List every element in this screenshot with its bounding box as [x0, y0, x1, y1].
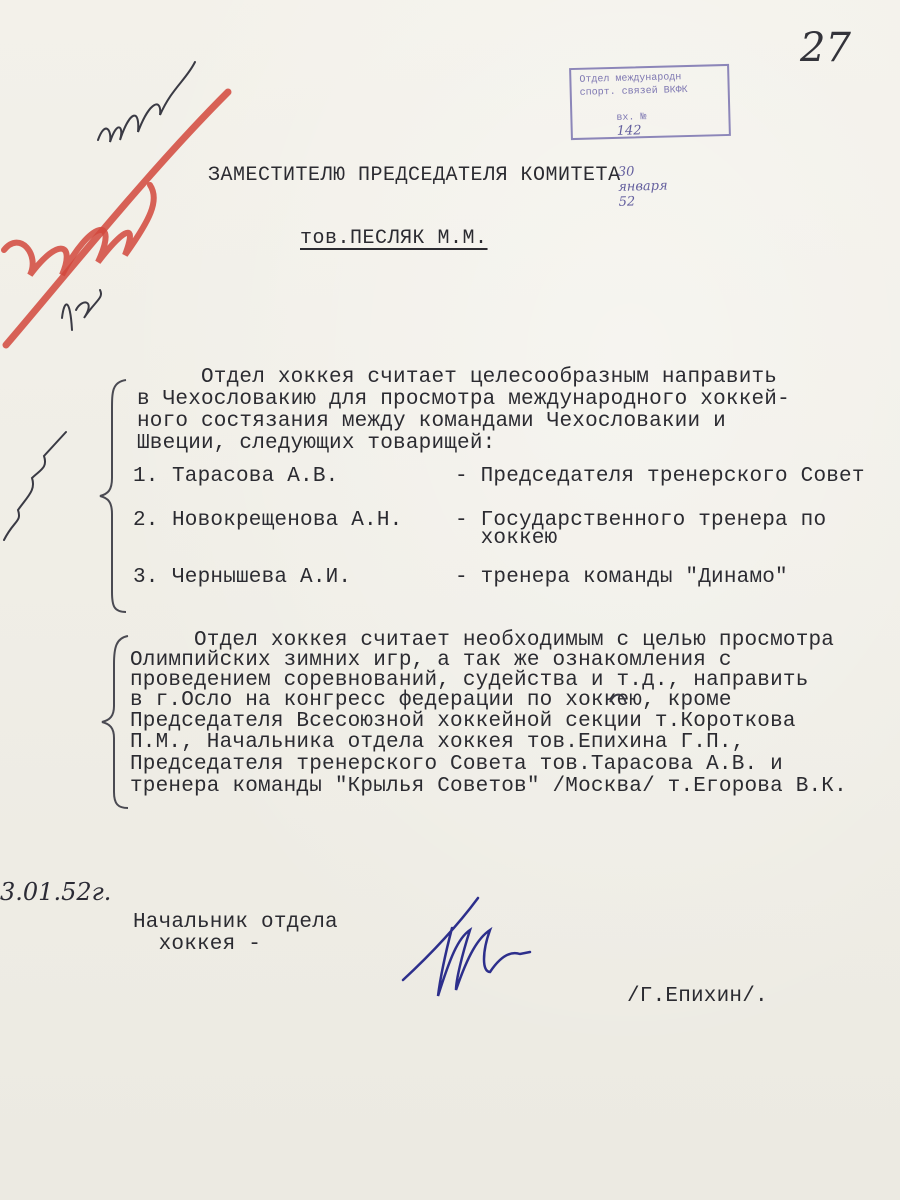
- stamp-incoming-label: вх. №: [616, 112, 647, 124]
- page-number: 27: [800, 25, 851, 71]
- para2-line-3: проведением соревнований, судейства и т.д., направить: [130, 669, 809, 692]
- signatory-name: /Г.Епихин/.: [627, 985, 768, 1008]
- stamp-incoming-number: 142: [616, 123, 642, 139]
- signature-scribble: [403, 898, 530, 996]
- brace-paragraph-2: [102, 636, 128, 808]
- recipient-name: тов.ПЕСЛЯК М.М.: [300, 227, 488, 250]
- para1-line-3: ного состязания между командами Чехословакии и: [137, 410, 726, 433]
- para2-line-8: тренера команды "Крылья Советов" /Москва/ т.Егорова В.К.: [130, 775, 847, 798]
- margin-initials-scribble: [98, 62, 195, 142]
- list-item-3-role: - тренера команды "Динамо": [455, 566, 788, 589]
- list-item-2-num: 2.: [133, 509, 159, 532]
- list-item-3-num: 3.: [133, 566, 159, 589]
- para1-line-2: в Чехословакию для просмотра международного хоккей-: [137, 388, 790, 411]
- stamp-date-day: 30: [617, 164, 635, 180]
- red-resolution-stroke: [6, 92, 228, 345]
- signature-position-line-2: хоккея -: [133, 933, 262, 956]
- para2-line-7: Председателя тренерского Совета тов.Тарасова А.В. и: [130, 753, 783, 776]
- stamp-date-month: января: [618, 178, 668, 195]
- list-item-1-num: 1.: [133, 465, 159, 488]
- para2-line-2: Олимпийских зимних игр, а так же ознакомления с: [130, 649, 732, 672]
- signature-position-line-1: Начальник отдела: [133, 911, 338, 934]
- margin-number-scribble: [62, 290, 101, 330]
- recipient-title: ЗАМЕСТИТЕЛЮ ПРЕДСЕДАТЕЛЯ КОМИТЕТА: [208, 164, 621, 187]
- stamp-line-2: спорт. связей ВКФК: [579, 85, 688, 99]
- handwritten-date: 3.01.52г.: [0, 878, 112, 906]
- list-item-2-name: Новокрещенова А.Н.: [172, 509, 403, 532]
- margin-note-scribble: [4, 432, 66, 540]
- list-item-1-role: - Председателя тренерского Совет: [455, 465, 865, 488]
- hand-edit-mark: [610, 695, 626, 704]
- stamp-line-1: Отдел международн: [579, 72, 682, 86]
- para2-line-1: Отдел хоккея считает необходимым с целью просмотра: [130, 629, 835, 652]
- list-item-3-name: Чернышева А.И.: [172, 566, 352, 589]
- para2-line-6: П.М., Начальника отдела хоккея тов.Епихина Г.П.,: [130, 731, 745, 754]
- brace-paragraph-1: [100, 380, 126, 612]
- stamp-date-year: 52: [618, 194, 636, 210]
- list-item-1-name: Тарасова А.В.: [172, 465, 339, 488]
- list-item-2-role-cont: хоккею: [455, 527, 558, 550]
- para1-line-4: Швеции, следующих товарищей:: [137, 432, 496, 455]
- para2-line-5: Председателя Всесоюзной хоккейной секции т.Короткова: [130, 710, 796, 733]
- list-item-2-role: - Государственного тренера по: [455, 509, 827, 532]
- para1-line-1: Отдел хоккея считает целесообразным направить: [137, 366, 778, 389]
- para2-line-4: в г.Осло на конгресс федерации по хоккею, кроме: [130, 689, 732, 712]
